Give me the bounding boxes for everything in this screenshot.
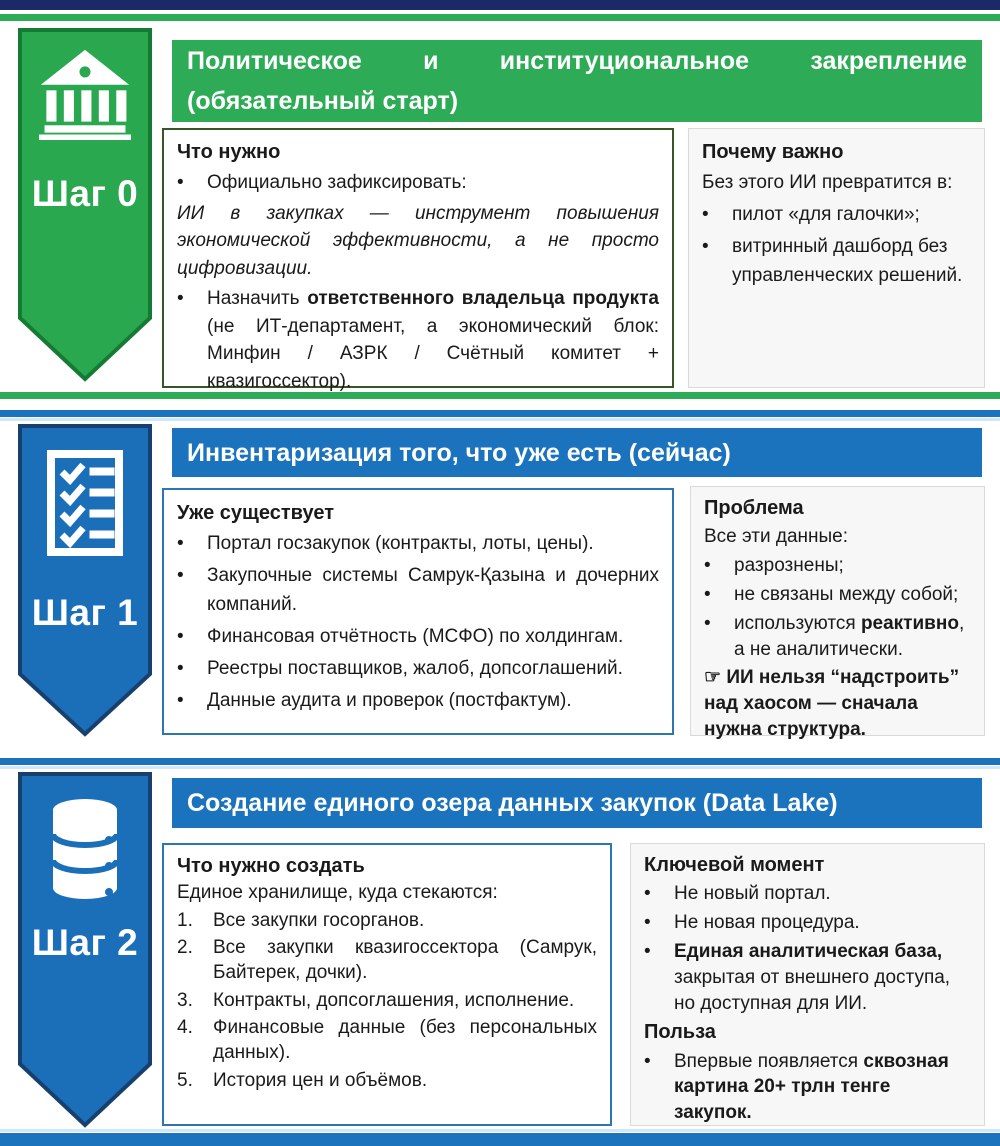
step2-right-list2 <box>644 1049 971 1126</box>
step1-right-header: Проблема <box>704 497 804 519</box>
step0-arrow-banner <box>18 28 152 382</box>
list-item <box>177 169 659 197</box>
step1-arrow-banner <box>18 424 152 737</box>
list-marker: • <box>177 533 184 555</box>
top-navy-bar <box>0 0 1000 10</box>
list-item <box>702 233 971 291</box>
bottom-light-line <box>0 1129 1000 1132</box>
step0-left-header: Что нужно <box>177 141 281 163</box>
step0-title-line2: (обязательный старт) <box>187 87 459 115</box>
list-marker: 4. <box>177 1017 193 1039</box>
step1-title: Инвентаризация того, что уже есть (сейчас) <box>187 438 731 467</box>
list-item-text: ИИ в закупках — инструмент повышения экономической эффективности, а не просто цифровизации. <box>177 202 659 279</box>
list-item-text: ☞ ИИ нельзя “надстроить” над хаосом — сначала нужна структура. <box>704 667 960 740</box>
step1-left-box <box>162 488 674 735</box>
list-marker: • <box>177 565 184 587</box>
step0-left-box <box>162 128 674 392</box>
list-marker: 1. <box>177 909 193 931</box>
list-marker: • <box>177 657 184 679</box>
list-marker: • <box>702 236 709 258</box>
list-marker: • <box>644 940 651 962</box>
step0-right-list <box>702 169 971 291</box>
list-marker: • <box>704 555 711 577</box>
list-marker: • <box>177 689 184 711</box>
list-marker: • <box>702 204 709 226</box>
list-item <box>177 909 597 934</box>
list-item-text: Не новая процедура. <box>674 912 860 934</box>
step1-left-list <box>177 530 659 715</box>
list-item-text: Финансовые данные (без персональных данных). <box>213 1017 597 1064</box>
list-item <box>177 989 597 1014</box>
list-item <box>177 200 659 283</box>
list-item <box>704 553 971 579</box>
list-item <box>704 582 971 608</box>
step0-title-line1: Политическое и институциональное закрепление <box>187 47 967 75</box>
list-item-text: Без этого ИИ превратится в: <box>702 172 953 194</box>
step1-label: Шаг 1 <box>31 592 139 633</box>
list-item <box>702 169 971 198</box>
step0-title-bar <box>172 40 982 122</box>
step2-title-bar <box>172 778 982 828</box>
list-item <box>177 285 659 395</box>
step0-right-box <box>688 128 985 388</box>
list-marker: • <box>177 626 184 648</box>
list-marker: • <box>177 172 184 193</box>
list-marker: • <box>644 883 651 905</box>
list-item-text: Впервые появляется сквозная картина 20+ трлн тенге закупок. <box>674 1050 949 1124</box>
checklist-icon <box>47 450 123 556</box>
separator-light-line-1 <box>0 418 1000 421</box>
step2-arrow-banner <box>18 772 152 1128</box>
list-marker: • <box>644 1050 651 1072</box>
list-marker: • <box>704 583 711 605</box>
list-item-text: Единое хранилище, куда стекаются: <box>177 882 498 903</box>
list-marker: • <box>704 612 711 634</box>
list-item-text: Портал госзакупок (контракты, лоты, цены). <box>207 533 594 555</box>
list-item <box>644 939 971 1016</box>
bottom-blue-bar <box>0 1133 1000 1146</box>
list-item <box>702 201 971 230</box>
list-item-text: Закупочные системы Самрук-Қазына и дочерних компаний. <box>207 565 659 616</box>
list-item <box>177 1069 597 1094</box>
step2-left-header: Что нужно создать <box>177 855 365 877</box>
top-green-stripe <box>0 14 1000 21</box>
step1-left-header: Уже существует <box>177 502 334 524</box>
step0-label: Шаг 0 <box>31 173 139 214</box>
step2-right-list <box>644 881 971 1016</box>
list-item-text: Все закупки госорганов. <box>213 909 425 931</box>
list-marker: • <box>177 288 184 310</box>
list-item-text: пилот «для галочки»; <box>732 204 920 226</box>
list-item <box>177 655 659 684</box>
list-item-text: Все закупки квазигоссектора (Самрук, Байтерек, дочки). <box>213 937 597 984</box>
list-item-text: Данные аудита и проверок (постфактум). <box>207 689 572 711</box>
list-item-text: Реестры поставщиков, жалоб, допсоглашений. <box>207 657 623 679</box>
list-item <box>644 881 971 907</box>
separator-blue-stripe-1 <box>0 410 1000 417</box>
list-item <box>177 687 659 716</box>
list-item <box>644 910 971 936</box>
list-item <box>704 611 971 663</box>
step2-left-box <box>162 843 612 1126</box>
list-item-text: Официально зафиксировать: <box>207 172 467 193</box>
step0-right-header: Почему важно <box>702 141 844 163</box>
step2-title: Создание единого озера данных закупок (Data Lake) <box>187 789 838 817</box>
database-icon <box>43 796 127 900</box>
list-item-text: Все эти данные: <box>704 526 849 548</box>
bank-icon <box>39 48 131 140</box>
step1-right-list <box>704 524 971 743</box>
list-marker: • <box>644 912 651 934</box>
list-item <box>704 665 971 742</box>
separator-blue-stripe-2 <box>0 758 1000 765</box>
list-marker: 2. <box>177 937 193 959</box>
list-item <box>177 562 659 620</box>
list-item <box>177 881 597 906</box>
list-item <box>177 1016 597 1065</box>
list-item-text: витринный дашборд без управленческих решений. <box>732 236 963 287</box>
step1-title-bar <box>172 428 982 477</box>
step0-left-list <box>177 169 659 395</box>
step2-right-box <box>630 843 985 1126</box>
step2-right-header: Ключевой момент <box>644 854 825 876</box>
list-item <box>704 524 971 550</box>
list-marker: 5. <box>177 1069 193 1091</box>
step2-right-header2: Польза <box>644 1021 716 1044</box>
list-marker: 3. <box>177 989 193 1011</box>
list-item <box>644 1049 971 1126</box>
list-item <box>177 936 597 985</box>
separator-light-line-2 <box>0 766 1000 769</box>
list-item-text: Не новый портал. <box>674 883 831 905</box>
step2-left-list <box>177 881 597 1094</box>
step2-label: Шаг 2 <box>31 922 139 963</box>
list-item-text: Финансовая отчётность (МСФО) по холдингам. <box>207 626 624 648</box>
list-item-text: не связаны между собой; <box>734 583 959 605</box>
list-item <box>177 623 659 652</box>
list-item <box>177 530 659 559</box>
step1-right-box <box>690 486 985 740</box>
list-item-text: разрознены; <box>734 555 844 577</box>
list-item-text: Контракты, допсоглашения, исполнение. <box>213 989 575 1011</box>
list-item-text: История цен и объёмов. <box>213 1069 428 1091</box>
list-item-text: Единая аналитическая база, закрытая от внешнего доступа, но доступная для ИИ. <box>674 940 951 1014</box>
separator-green-stripe <box>0 392 1000 399</box>
list-item-text: Назначить ответственного владельца продукта (не ИТ-департамент, а экономический блок: Минфин / АЗРК / Счётный комитет + квазигоссектор). <box>207 288 659 392</box>
list-item-text: используются реактивно, а не аналитически. <box>734 612 965 660</box>
